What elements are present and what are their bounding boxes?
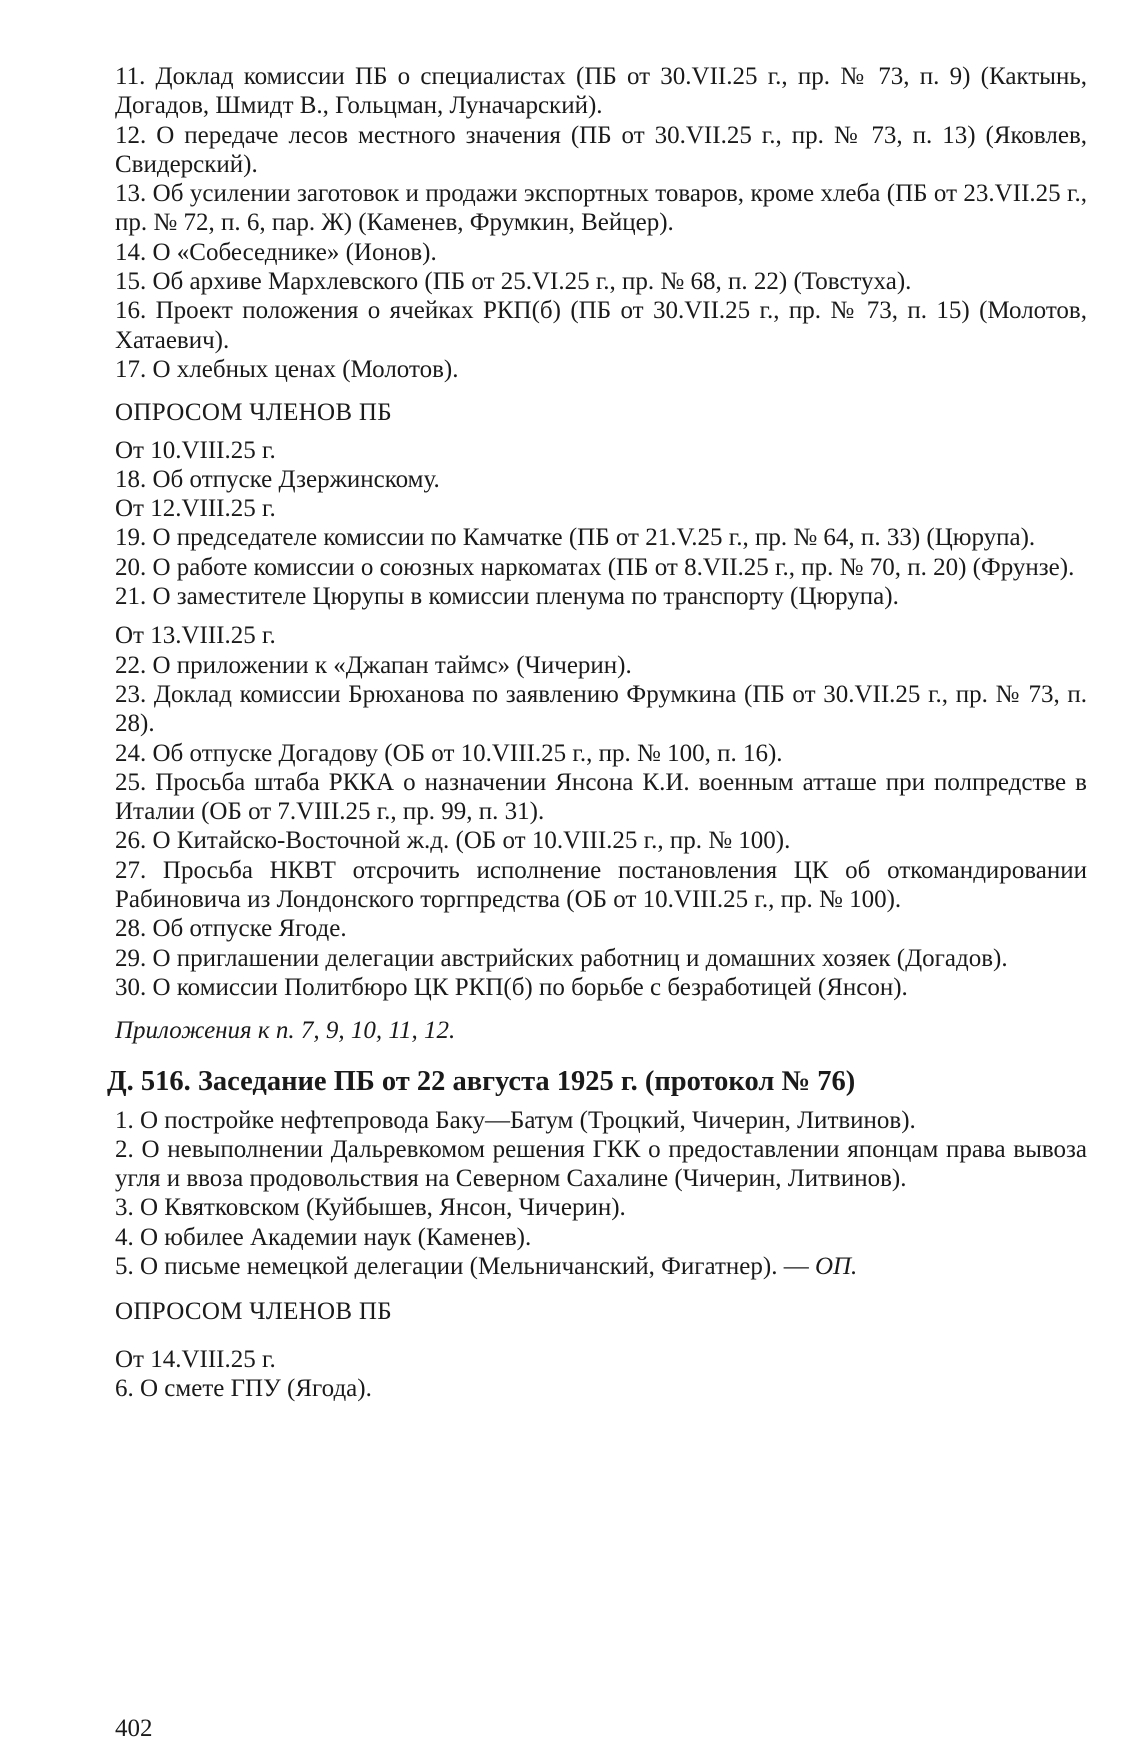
op-mark: ОП. <box>814 1252 858 1280</box>
block-3 <box>115 621 1087 1002</box>
list-item: 30. О комиссии Политбюро ЦК РКП(б) по борьбе с безработицей (Янсон). <box>115 973 908 1001</box>
list-item: 25. Просьба штаба РККА о назначении Янсона К.И. военным атташе при полпредстве в Италии (ОБ от 7.VIII.25 г., пр. 99, п. 31). <box>115 768 1087 826</box>
list-item: 23. Доклад комиссии Брюханова по заявлению Фрумкина (ПБ от 30.VII.25 г., пр. № 73, п. 28). <box>115 680 1087 738</box>
list-item: 4. О юбилее Академии наук (Каменев). <box>115 1223 532 1251</box>
list-item: 19. О председателе комиссии по Камчатке (ПБ от 21.V.25 г., пр. № 64, п. 33) (Цюрупа). <box>115 524 1036 552</box>
oprosom-heading-2: ОПРОСОМ ЧЛЕНОВ ПБ <box>115 1298 392 1326</box>
appendix-note: Приложения к п. 7, 9, 10, 11, 12. <box>115 1017 456 1045</box>
list-item: 27. Просьба НКВТ отсрочить исполнение постановления ЦК об откомандировании Рабиновича из Лондонского торгпредства (ОБ от 10.VIII.25 г., пр. № 100). <box>115 856 1087 914</box>
page-number: 402 <box>115 1715 153 1742</box>
list-item: 18. Об отпуске Дзержинскому. <box>115 465 440 493</box>
block-1 <box>115 62 1087 384</box>
date-line: От 10.VIII.25 г. <box>115 436 276 464</box>
list-item: 22. О приложении к «Джапан таймс» (Чичерин). <box>115 651 632 679</box>
date-line: От 13.VIII.25 г. <box>115 622 276 650</box>
list-item: 29. О приглашении делегации австрийских работниц и домашних хозяек (Догадов). <box>115 944 1008 972</box>
list-item: 11. Доклад комиссии ПБ о специалистах (ПБ от 30.VII.25 г., пр. № 73, п. 9) (Кактынь, Догадов, Шмидт В., Гольцман, Луначарский). <box>115 63 1087 120</box>
section-title: Д. 516. Заседание ПБ от 22 августа 1925 г. (протокол № 76) <box>107 1065 856 1097</box>
list-item: 17. О хлебных ценах (Молотов). <box>115 355 459 383</box>
date-line: От 14.VIII.25 г. <box>115 1345 276 1373</box>
list-item: 6. О смете ГПУ (Ягода). <box>115 1374 372 1402</box>
list-item: 16. Проект положения о ячейках РКП(б) (ПБ от 30.VII.25 г., пр. № 73, п. 15) (Молотов, Хатаевич). <box>115 297 1087 354</box>
list-item: 13. Об усилении заготовок и продажи экспортных товаров, кроме хлеба (ПБ от 23.VII.25 г., пр. № 72, п. 6, пар. Ж) (Каменев, Фрумкин, Вейцер). <box>115 180 1087 237</box>
list-item: 1. О постройке нефтепровода Баку—Батум (Троцкий, Чичерин, Литвинов). <box>115 1106 916 1134</box>
list-item: 28. Об отпуске Ягоде. <box>115 915 347 943</box>
list-item <box>115 1252 1087 1281</box>
list-item: 2. О невыполнении Дальревкомом решения ГКК о предоставлении японцам права вывоза угля и ввоза продовольствия на Северном Сахалине (Чичерин, Литвинов). <box>115 1135 1087 1193</box>
page-body <box>107 62 1087 1403</box>
list-item: 24. Об отпуске Догадову (ОБ от 10.VIII.25 г., пр. № 100, п. 16). <box>115 739 783 767</box>
oprosom-heading-1: ОПРОСОМ ЧЛЕНОВ ПБ <box>115 399 392 427</box>
block-5 <box>115 1345 1087 1404</box>
list-item: 21. О заместителе Цюрупы в комиссии пленума по транспорту (Цюрупа). <box>115 583 899 611</box>
list-item: 20. О работе комиссии о союзных наркоматах (ПБ от 8.VII.25 г., пр. № 70, п. 20) (Фрунзе). <box>115 553 1075 581</box>
date-line: От 12.VIII.25 г. <box>115 495 276 523</box>
list-item: 14. О «Собеседнике» (Ионов). <box>115 238 437 266</box>
block-2 <box>115 436 1087 612</box>
list-item: 15. Об архиве Мархлевского (ПБ от 25.VI.25 г., пр. № 68, п. 22) (Товстуха). <box>115 268 912 296</box>
block-4 <box>115 1106 1087 1282</box>
list-item: 12. О передаче лесов местного значения (ПБ от 30.VII.25 г., пр. № 73, п. 13) (Яковлев, Свидерский). <box>115 121 1087 178</box>
item-5-text: 5. О письме немецкой делегации (Мельничанский, Фигатнер). — <box>115 1252 815 1280</box>
list-item: 26. О Китайско-Восточной ж.д. (ОБ от 10.VIII.25 г., пр. № 100). <box>115 827 791 855</box>
list-item: 3. О Квятковском (Куйбышев, Янсон, Чичерин). <box>115 1194 626 1222</box>
